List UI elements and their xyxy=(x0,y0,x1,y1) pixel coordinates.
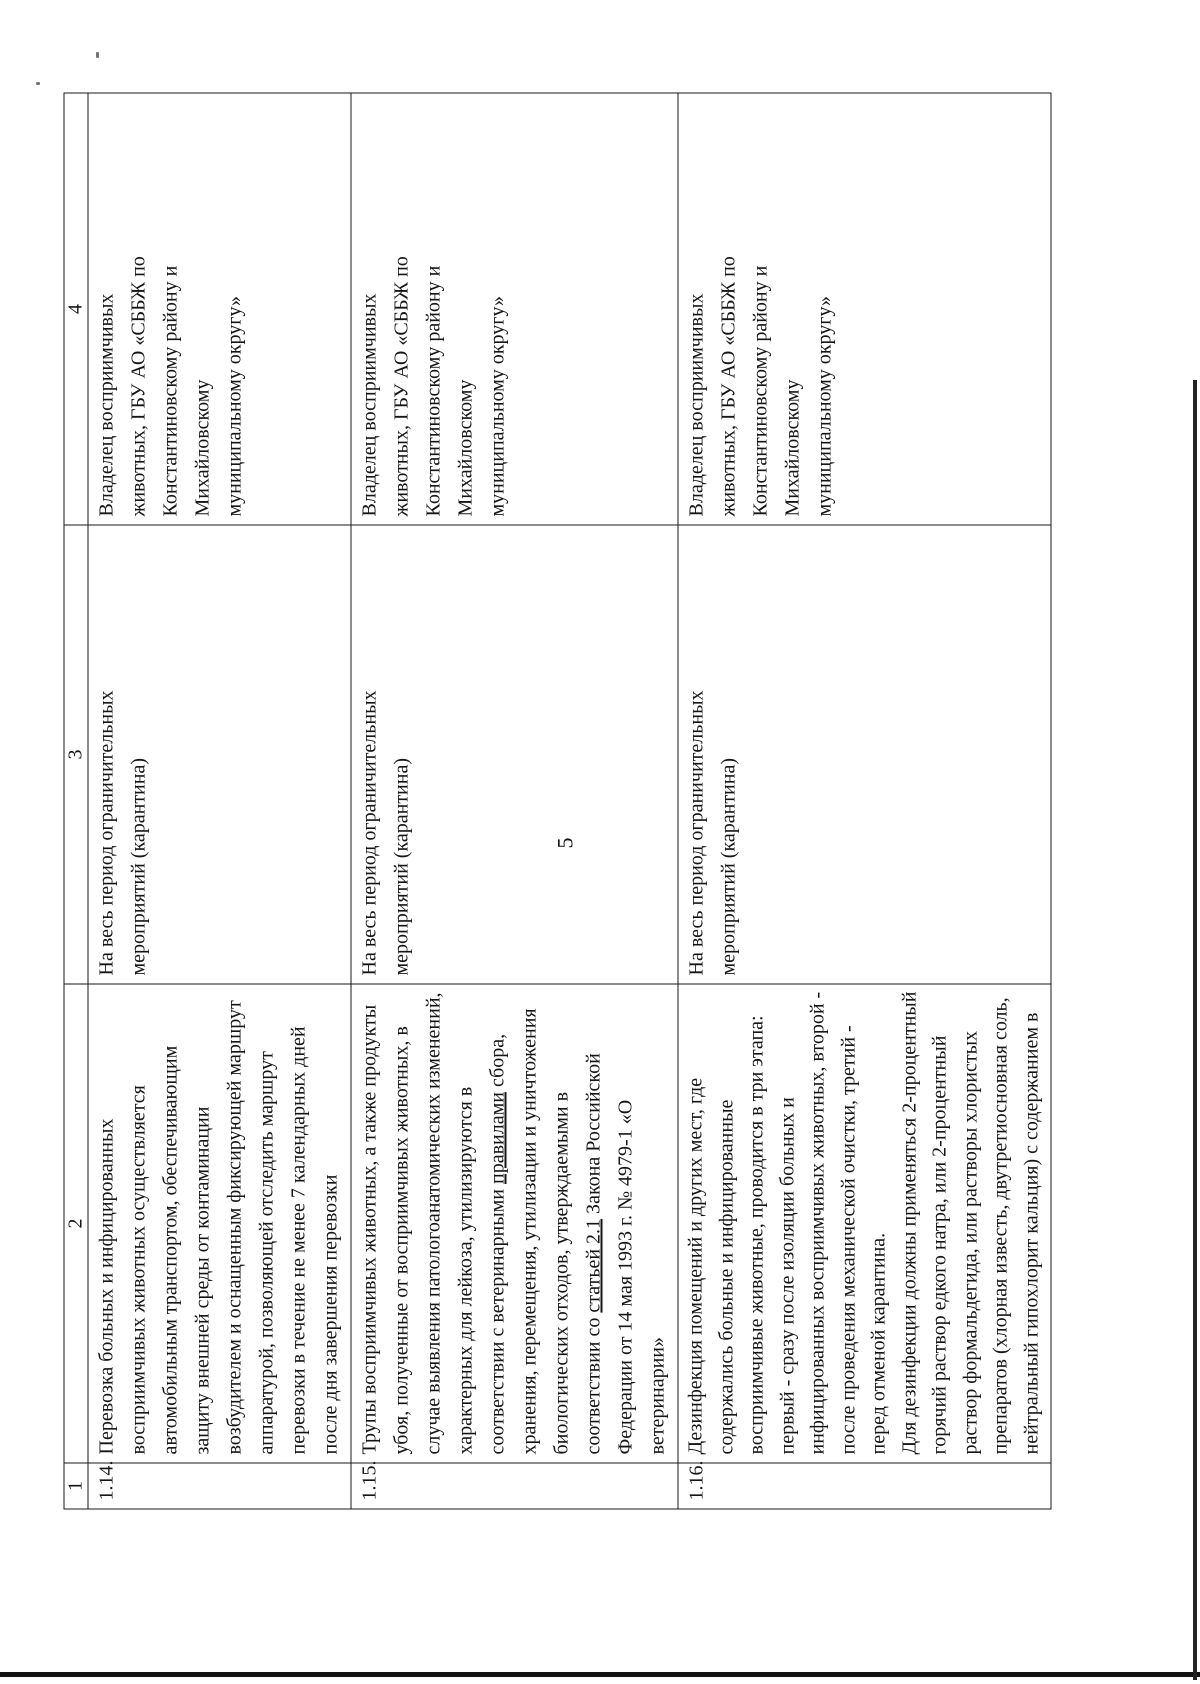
rules-link[interactable]: правилами xyxy=(486,1092,509,1184)
scan-speck xyxy=(36,82,40,85)
measure-text-part: сбора, хранения, перемещения, утилизации и уничтожения биологических отходов, утверждаемыми в соответствии со xyxy=(486,1008,605,1455)
row-number: 1.14. xyxy=(88,1463,351,1509)
header-col-4: 4 xyxy=(64,93,88,525)
rotated-document xyxy=(64,100,1042,1510)
row-number: 1.16. xyxy=(678,1463,1051,1509)
row-number: 1.15. xyxy=(351,1463,678,1509)
period-text: На весь период ограничительных мероприятий (карантина) xyxy=(678,525,1051,984)
table-header-row xyxy=(64,93,88,1509)
scan-edge-bottom xyxy=(0,1672,1200,1677)
responsible-text: Владелец восприимчивых животных, ГБУ АО «СББЖ по Константиновскому району и Михайловскому муниципальному округу» xyxy=(88,93,351,525)
measure-text xyxy=(351,984,678,1463)
measures-table xyxy=(64,93,1052,1510)
header-col-2: 2 xyxy=(64,984,88,1463)
measure-text-part: Закона Российской Федерации от 14 мая 1993 г. № 4979-1 «О ветеринарии» xyxy=(582,1053,669,1455)
header-col-1: 1 xyxy=(64,1463,88,1509)
measure-text-part: Трупы восприимчивых животных, а также продукты убоя, полученные от восприимчивых животных, в случае выявления патологоанатомических изменений, характерных для лейкоза, утилизируются в соответствии с ветеринарными xyxy=(358,992,509,1455)
table-row xyxy=(351,93,678,1509)
table-row xyxy=(88,93,351,1509)
scan-speck xyxy=(96,52,99,58)
measure-text: Перевозка больных и инфицированных восприимчивых животных осуществляется автомобильным транспортом, обеспечивающим защиту внешней среды от контаминации возбудителем и оснащенным фиксирующей маршрут аппаратурой, позволяющей отследить маршрут перевозки в течение не менее 7 календарных дней после дня завершения перевозки xyxy=(88,984,351,1463)
page-number: 5 xyxy=(552,837,578,849)
responsible-text: Владелец восприимчивых животных, ГБУ АО «СББЖ по Константиновскому району и Михайловскому муниципальному округу» xyxy=(351,93,678,525)
table-row xyxy=(678,93,1051,1509)
measure-text: Дезинфекция помещений и других мест, где содержались больные и инфицированные восприимчивые животные, проводится в три этапа: первый - сразу после изоляции больных и инфицированных восприимчивых животных, второй - после проведения механической очистки, третий - перед отменой карантина. Для дезинфекции должны применяться 2-процентный горячий раствор едкого натра, или 2-процентный раствор формальдегида, или растворы хлористых препаратов (хлорная известь, двутретиосновная соль, нейтральный гипохлорит кальция) с содержанием в xyxy=(678,984,1051,1463)
scan-edge-right xyxy=(1193,380,1197,1680)
period-text: На весь период ограничительных мероприятий (карантина) xyxy=(351,525,678,984)
header-col-3: 3 xyxy=(64,525,88,984)
article-link[interactable]: статьей 2.1 xyxy=(582,1218,605,1313)
period-text: На весь период ограничительных мероприятий (карантина) xyxy=(88,525,351,984)
responsible-text: Владелец восприимчивых животных, ГБУ АО «СББЖ по Константиновскому району и Михайловскому муниципальному округу» xyxy=(678,93,1051,525)
